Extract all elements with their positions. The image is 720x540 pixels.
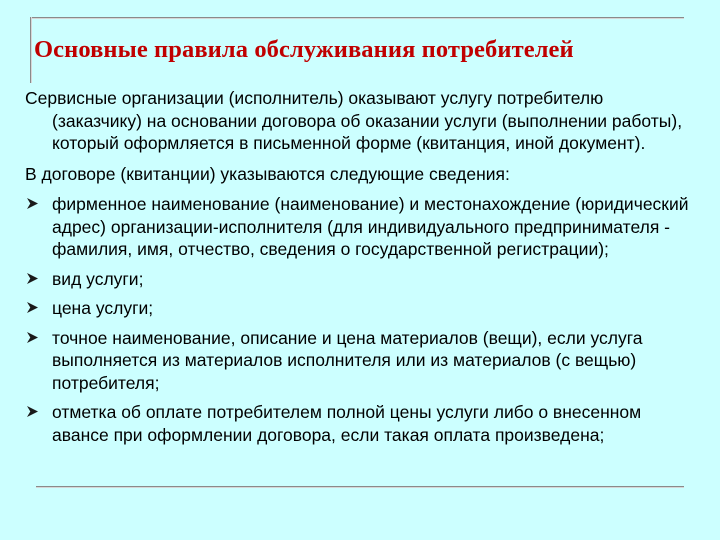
list-item: [25, 401, 697, 446]
arrowhead-bullet-icon: [27, 406, 38, 417]
arrowhead-bullet-icon: [27, 273, 38, 284]
left-rule: [30, 17, 32, 83]
intro-paragraph: Сервисные организации (исполнитель) оказывают услугу потребителю (заказчику) на основании договора об оказании услуги (выполнении работы), который оформляется в письменной форме (квитанция, иной документ).: [25, 88, 683, 153]
list-item: [25, 327, 697, 395]
list-intro-paragraph: В договоре (квитанции) указываются следующие сведения:: [25, 163, 510, 184]
list-item-text: отметка об оплате потребителем полной цены услуги либо о внесенном авансе при оформлении договора, если такая оплата произведена;: [52, 402, 642, 445]
list-item: [25, 297, 697, 320]
bottom-rule: [36, 486, 684, 488]
list-item-text: цена услуги;: [52, 298, 154, 318]
slide-body: [25, 87, 697, 453]
list-item-text: фирменное наименование (наименование) и местонахождение (юридический адрес) организации-исполнителя (для индивидуального предпринимателя - фамилия, имя, отчество, сведения о государственной регистрации);: [52, 194, 689, 259]
details-list: [25, 193, 697, 446]
list-item: [25, 268, 697, 291]
arrowhead-bullet-icon: [27, 302, 38, 313]
slide-title: Основные правила обслуживания потребителей: [34, 36, 574, 63]
list-item-text: вид услуги;: [52, 268, 144, 289]
arrowhead-bullet-icon: [27, 332, 38, 343]
list-item-text: точное наименование, описание и цена материалов (вещи), если услуга выполняется из материалов исполнителя или из материалов (с вещью) потребителя;: [52, 327, 643, 393]
top-rule: [30, 17, 684, 19]
list-item: [25, 193, 697, 261]
arrowhead-bullet-icon: [27, 198, 38, 209]
